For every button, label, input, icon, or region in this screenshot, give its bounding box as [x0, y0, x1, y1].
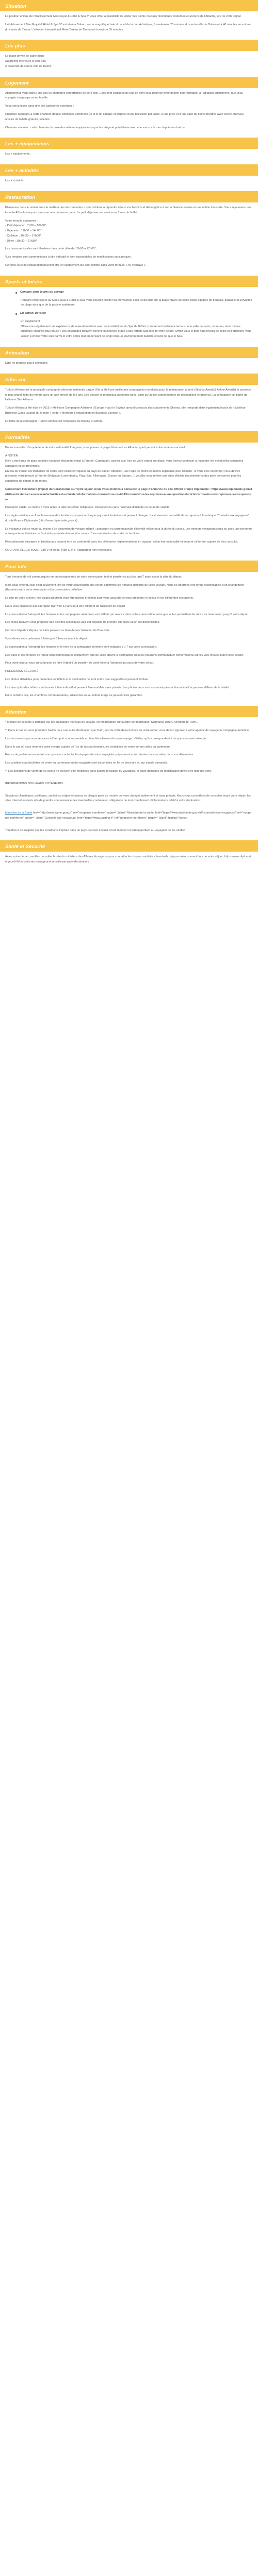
paragraph: Avant votre départ, veuillez consulter le site du ministère des Affaires étrangères pour connaître les risques sanitaires éventuels qui pourraient survenir lors de votre séjour. https://www.diplomatie.gouv.fr/fr/conseils-aux-voyageurs/conseils-par-pays-destination/ — [5, 855, 252, 864]
external-links — [5, 811, 253, 821]
precisions-heading: PRÉCISIONS SÉCURITÉ — [5, 670, 39, 673]
paragraph: Les + activités : — [5, 179, 25, 183]
paragraph: La convocation à l'aéroport, les horaires et les compagnies aériennes sont définis par avance dans votre convocation, ainsi que le lien permettant de suivre sa réservation jusqu'à votre départ. — [5, 613, 249, 616]
paragraph: Le plage privée de sable blanc Sa proche intérieure et son Spa A proximité du centre-ville de Daehs — [5, 55, 52, 68]
paragraph: Les hôtels peuvent vous proposer des activités spécifiques qu'il est possible de prendre sur place selon les disponibilités. — [5, 621, 160, 624]
paragraph: ** Dans le cas où vous prendriez l'avion pour une autre destination que Turin, lors de votre départ et lors de votre retour, vous devez signaler à votre agence de voyage la compagnie aérienne. — [5, 729, 250, 733]
paragraph: Dîtel ne propose pas d'animation. — [5, 362, 49, 365]
paragraph: Chambre vue mer : cette chambre dispose des mêmes équipements que la catégorie précédente avec une vue sur la mer depuis son balcon. — [5, 126, 186, 129]
paragraph: Les villes et les horaires de retour sont communiqués uniquement lors de votre arrivée à destination, nous ne pourrons communiquer d'informations sur les vols retours avant votre départ. — [5, 653, 244, 657]
paragraph: *Les horaires sont communiqués à titre indicatif et sont susceptibles de modifications sans préavis. — [5, 256, 132, 259]
paragraph: A NOTER : Il n'y a donc pas de pass sanitaire ou autre document exigé à l'entrée. Cependant, sachez que, lors de votre séjour sur place, vous devrez continuer à respecter les éventuelles consignes sanitaires et de prévention. En cas de transit, les formalités de sortie sont celles en vigueur au pays de transit. Attention, une règle de moins en moins applicable pour l'instant : si vous êtes vacciné(e) vous devrez présenter votre preuve à l'entrée (Belgique, Luxembourg, Pays-Bas, Allemagne, Suisse ou Europe...), veuillez vous référer aux sites officiels des ministères des pays concernés pour les conditions de départ et de retour. — [5, 454, 244, 483]
paragraph: La position unique de l'établissement Mas Royal & Hôtel & Spa 5* vous offre la possibilité de visiter des points cruciaux historiques modernes et anciens de l'Atlantis, lors de votre séjour. — [5, 15, 242, 18]
paragraph: Bonne nouvelle : Compte tenu de votre nationalité française, vous pouvez voyager librement en Albanie, quel que soit votre schéma vaccinal. — [5, 446, 186, 450]
paragraph: Dans certains cas, les chambres communicantes, adjacentes ou au même étage ne peuvent être garanties. — [5, 694, 143, 698]
section-body — [0, 290, 258, 347]
paragraph: Les règles relatives au franchissement des frontières propres à chaque pays sont évolutives et peuvent changer. Il est vivement conseillé de se reporter à la rubrique "Conseils aux voyageurs" du site France Diplomatie (http://www.diplomatie.gouv.fr). — [5, 514, 250, 522]
paragraph: Vous serez logés dans une des catégories suivantes : — [5, 105, 74, 108]
section-title: Attention — [0, 706, 258, 717]
paragraph: Les + équipements : — [5, 152, 31, 156]
paragraph: Concernant l'Inventaire (Impact du Coronavirus sur votre séjour, nous vous invitons à consulter la page d'annonce du site officiel France Diplomatie : https://www.diplomatie.gouv.fr/fr/le-ministere-et-son-reseau/actualites-du-ministere/informations-coronavirus-covid-19/coronavirus-les-reponses-a-vos-questions/article/coronavirus-les-reponses-a-vos-questions — [5, 487, 252, 501]
paragraph: Les descriptifs des hôtels sont donnés à titre indicatif et peuvent être modifiés sans préavis. Les photos vous sont communiquées à titre indicatif et peuvent différer de la réalité. — [5, 686, 230, 689]
paragraph: Chambre Standard & cette chambre double climatisée comprend un lit et un canapé et dispose d'une télévision par câble, d'une prise et d'une salle de bains privative avec sèche-cheveux, articles de toilette gratuits, toilettes. — [5, 113, 245, 121]
section-body — [0, 575, 258, 706]
section-title: Pour info — [0, 561, 258, 572]
paragraph: Vous devez vous présenter à l'aéroport 3 heures avant le départ. — [5, 637, 88, 640]
page — [0, 0, 258, 872]
paragraph: Turkish Airlines est la principale compagnie aérienne nationale turque. Elle a été l'une meilleures compagnies mondiales pour la restauration à bord (Skytrax Award & Airline Awards) et possède le plus grand flotte du monde avec un âge moyen de 8,5 ans. Elle dessert le principaux aéroports turcs, ainsi qu'un très grand nombre de destinations étrangères. La compagnie fait partie de l'alliance Star Alliance. — [5, 388, 251, 402]
section-body — [0, 54, 258, 76]
paragraph: Votre formule comprend : - Petit déjeuner : 7h30 – 10h00* - Déjeuner : 12h30 – 14h00* - Collation : 16h30 – 17h00* - Dîner : 19h30 – 21h30* — [5, 219, 46, 243]
section-body — [0, 361, 258, 374]
paragraph: L'établissement Mas Royal & Hôtel & Spa 5* est situé à Dahen, sur la magnifique baie du nord de la mer Adriatique, à seulement 20 minutes du centre-ville de Dahen et à 40 minutes en voiture du centre de Tirana. L'aéroport international Mère Teresa de Tirana est à environ 35 minutes. — [5, 23, 251, 31]
paragraph: La flotte de la compagnie Turkish Airlines est composée de Boeing et Airbus. — [5, 419, 103, 423]
paragraph: Ressortissants étrangers et binationaux devront être en conformité avec les différentes réglementations en vigueur, selon leur nationalité et devront s'informer auprès de leur consulat. — [5, 540, 238, 544]
paragraph: ** Les conditions de vente de ce séjour ne peuvent être modifiées sans accord préalable du voyagiste, et toute demande de modification devra être faite par écrit. — [5, 769, 212, 773]
section-body — [0, 152, 258, 164]
section-body — [0, 206, 258, 276]
paragraph: Le jour de votre arrivée, nos guides pourront vous être parfois présents pour vous accueillir et vous présenter le séjour et les différentes excursions. — [5, 597, 194, 600]
paragraph: * Mesure de sécurité à terminer sur les équipages nouveau de voyage, en modification sur la ligne de destination: Stéphanie Dixon, Aéroport de Turin... — [5, 721, 199, 724]
bullet-label: Compris dans le prix du voyage — [20, 290, 64, 294]
paragraph: Pendant votre séjour au Mas Royal & Hôtel & Spa, vous pourrez profiter du merveilleux soleil et du bruit sur la plage privée de sable blanc équipée de transats, parasols et serviettes de plage ainsi que de la piscine extérieure. — [21, 298, 252, 307]
paragraph: Abandonnez-vous dans l'une des 50 chambres confortables de cet Hôtel. Elles sont équipées de tout ce dont vous pourriez avoir besoin pour échapper à l'agitation quotidienne, que vous voyagiez en groupe ou en famille. — [5, 91, 243, 100]
bullet-item — [5, 290, 253, 295]
paragraph: Nous vous signalons que l'aéroport d'arrivée à Paris peut être différent de l'aéroport de départ. — [5, 604, 126, 608]
paragraph: Certains départs indiqués de Paris peuvent se faire depuis l'aéroport de Beauvais. — [5, 629, 110, 633]
paragraph: Situations climatiques, politiques, sanitaires, réglementations de chaque pays du monde peuvent changer subitement et sans préavis. Nous vous conseillons de consulter avant votre départ les sites Internet suivants afin de prendre connaissance des éventuelles contraintes, obligations ou tout complément d'informations relatif à votre destination. — [5, 794, 251, 803]
section-body — [0, 91, 258, 138]
section-title: Infos vol — [0, 374, 258, 385]
paragraph: Tous horaires de vol communiqués seront réceptionnés de votre convocation (vol et transferts) au plus tard 7 jours avant la date du départ. — [5, 575, 183, 579]
paragraph: En cas de problème rencontré, vous pouvez contacter les équipes de votre voyagiste qui pourront vous orienter ou vous aider dans vos démarches. — [5, 753, 194, 757]
section-body — [0, 14, 258, 40]
section-title: Santé et Sécurité — [0, 840, 258, 852]
paragraph: Turkish Airlines a été élue en 2015 « Meilleure Compagnie Aérienne d'Europe » par le Skytrax annuel concours des classements Skytrax, elle remporte deux également le prix de « Meilleur Business Class Lounge du Monde » et de « Meilleure Restauration en Business Lounge ». — [5, 406, 246, 415]
section-title: Animation — [0, 347, 258, 358]
paragraph: Les documents que vous recevrez à l'aéroport sont essentiels au bon déroulement de votre voyage. Vérifiez qu'ils correspondent à ce que vous avez réservé. — [5, 737, 207, 740]
bullet-label: En option, payante — [20, 312, 46, 315]
section-title: Les plus — [0, 40, 258, 51]
paragraph: Bienvenue dans le restaurant « le meilleur des deux mondes » qui contribue à répondre à tous vos besoins et désirs grâce à son ambiance feutrée et une option à la carte. Vous séjournerez en formule All Inclusive pour savourer une cuisine exquise. Le petit déjeuner est servi sous forme de buffet. — [5, 206, 251, 214]
section-title: Les + activités — [0, 164, 258, 176]
paragraph: Pour votre séjour, vous aurez besoin de faire l'objet d'un transfert de votre hôtel à l'aéroport au cours de votre séjour. — [5, 662, 154, 665]
bullet-icon — [15, 313, 17, 315]
paragraph: Le voyageur doit se munir au moins d'un document de voyage adapté : passeport ou carte nationale d'identité valide pour la durée du séjour. Les mineurs voyageant seuls ou avec une personne autre que leurs titulaires de l'autorité parentale doivent être munis d'une autorisation de sortie du territoire. — [5, 527, 253, 536]
paragraph: Il est sous-entendu que c'est seulement lors de votre convocation que seront confirmés les horaires définitifs de votre voyage. Nous ne pourrons être tenus responsables d'un changement d'horaires entre votre réservation et la convocation définitive. — [5, 583, 244, 592]
section-title: Sports et loisirs — [0, 276, 258, 287]
section-body — [0, 446, 258, 560]
sante-link[interactable]: Ministère de la Santé — [5, 811, 33, 815]
paragraph: Les conditions particulières de vente du partenaire ou du voyagiste sont disponibles en fin de brochure ou sur simple demande. — [5, 761, 168, 765]
section-title: Restauration — [0, 191, 258, 202]
links-code: href="http://www.sante.gouv.fr" rel="noopener noreferrer" target="_blank" Ministère de la santé, href="https://www.diplomatie.gouv.fr/fr/conseils-aux-voyageurs/" rel="noopener noreferrer" target="_blank" Conseils aux voyageurs, href="https://www.pasteur.fr" rel="noopener noreferrer" target="_blank" Institut Pasteur — [5, 811, 252, 820]
paragraph: Les photos détaillées pour présenter les hôtels et la destination ne sont à titre que suggestifs et peuvent évoluer. — [5, 677, 149, 681]
section-title: Situation — [0, 0, 258, 11]
section-title: Les + équipements — [0, 138, 258, 149]
section-body — [0, 855, 258, 872]
bullet-icon — [15, 292, 17, 294]
section-title: Logement — [0, 77, 258, 88]
section-body — [0, 388, 258, 432]
paragraph: La convocation à l'aéroport, les horaires et le nom de la compagnie aérienne sont indiqués à J-7 sur votre convocation. — [5, 645, 157, 649]
section-body — [0, 179, 258, 191]
paragraph: COURANT ÉLECTRIQUE : 230 V et 50Hz. Type C et F. Adaptateur non nécessaire. — [5, 548, 112, 552]
section-title: Formalités — [0, 431, 258, 443]
paragraph: Passeport valide, au moins 6 mois après la date de retour obligatoire. Passeport ou carte nationale d'identité en cours de validité. — [5, 506, 170, 510]
paragraph: En supplément : Offrez-vous également une expérience de relaxation ultime avec les installations du Spa de l'hôtel, comprenant un bain à remous, une salle de sport, un sauna, ainsi qu'une intérieure chauffée plus douce ! Vos escapades peuvent devenir plus belles grâce à des forfaits Spa lors de votre séjour. Offrez-vous le plus haut niveau de soins et d'attention, vous laisser à choisir votre soin parmi et votre corps tout en pensant de longs bien-un environnement paisible et isolé tel que le Spa. — [21, 319, 252, 338]
bullet-item — [5, 311, 253, 316]
paragraph: Les boissons locales sont illimitées dans cette offre de 10h00 à 22h00*. — [5, 247, 97, 251]
paragraph: Toutefois il est rappelé que les conditions d'entrée dans un pays peuvent évoluer à tout moment et qu'il appartient au voyageur de les vérifier. — [5, 828, 186, 832]
section-body — [0, 720, 258, 840]
paragraph: Certains lieux de restauration peuvent être en supplément sur leur compte dans votre formule « All Inclusive ». — [5, 263, 147, 267]
paragraph: Dans le cas où vous réservez votre voyage auprès de l'un de nos partenaires, les conditions de vente seront celles du partenaire. — [5, 745, 171, 749]
links-heading: INFORMATIONS NOUVEAUX VOYAGEURS : — [5, 782, 65, 785]
